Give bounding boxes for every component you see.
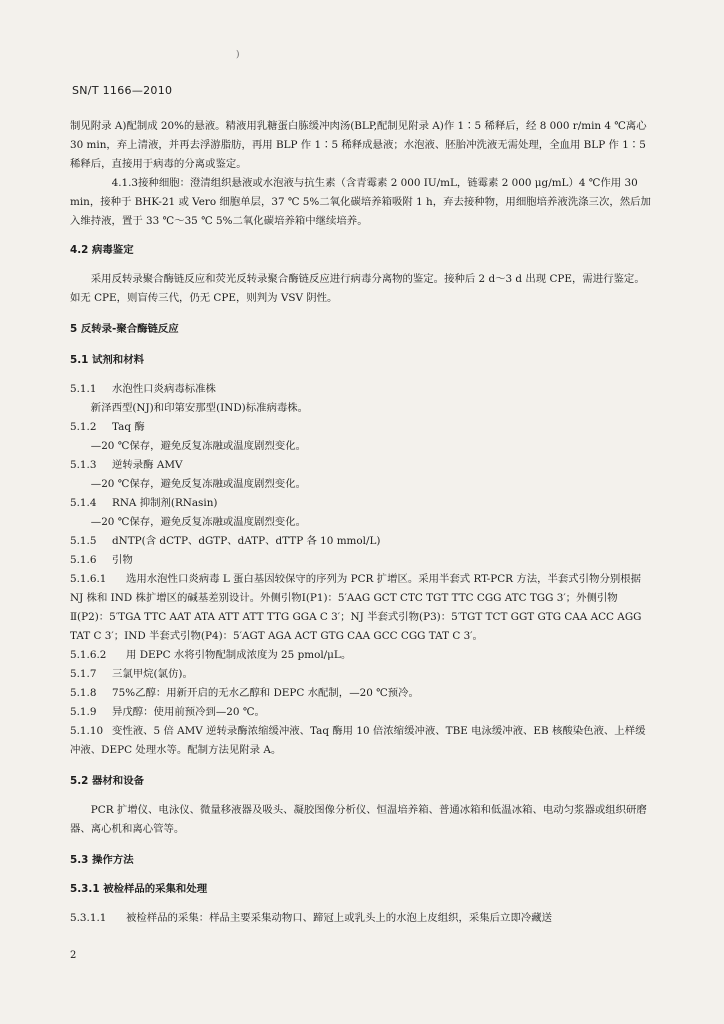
paragraph-virus-identification: 采用反转录聚合酶链反应和荧光反转录聚合酶链反应进行病毒分离物的鉴定。接种后 2 d～3 d 出现 CPE，需进行鉴定。如无 CPE，则盲传三代，仍无 CPE，则判为 VSV 阴性。 <box>70 273 645 304</box>
section-number: 5.1.3 <box>70 459 97 471</box>
item-text: 75%乙醇：用新开启的无水乙醇和 DEPC 水配制，—20 ℃预冷。 <box>112 687 419 699</box>
item-title: 水泡性口炎病毒标准株 <box>112 383 216 395</box>
item-5-1-7 <box>70 665 652 684</box>
heading-5-2: 5.2 器材和设备 <box>70 775 144 787</box>
item-title: Taq 酶 <box>112 421 145 433</box>
item-5-3-1-1 <box>70 909 652 928</box>
section-number: 5.1.6 <box>70 554 97 566</box>
section-text: 接种细胞：澄清组织悬液或水泡液与抗生素（含青霉素 2 000 IU/mL，链霉素 2 000 μg/mL）4 ℃作用 30 min，接种于 BHK-21 或 Vero 细胞单层，37 ℃ 5%二氧化碳培养箱吸附 1 h，弃去接种物，用细胞培养液洗涤三次，然后加入维持液，置于 33 ℃～35 ℃ 5%二氧化碳培养箱中继续培养。 <box>70 177 651 227</box>
section-number: 5.1.2 <box>70 421 97 433</box>
paragraph-sample-prep: 制见附录 A)配制成 20%的悬液。精液用乳糖蛋白胨缓冲肉汤(BLP,配制见附录 A)作 1∶5 稀释后，经 8 000 r/min 4 ℃离心 30 min，弃上清液，并再去浮游脂肪，再用 BLP 作 1∶5 稀释成悬液；水泡液、胚胎冲洗液无需处理，全血用 BLP 作 1∶5 稀释后，直接用于病毒的分离或鉴定。 <box>70 120 647 170</box>
item-5-1-5 <box>70 532 652 551</box>
section-number: 5.1.10 <box>70 725 104 737</box>
item-5-1-3-body: —20 ℃保存，避免反复冻融或温度剧烈变化。 <box>90 478 306 490</box>
heading-5-3-1: 5.3.1 被检样品的采集和处理 <box>70 883 208 895</box>
item-title: dNTP(含 dCTP、dGTP、dATP、dTTP 各 10 mmol/L) <box>112 535 381 547</box>
item-text: 变性液、5 倍 AMV 逆转录酶浓缩缓冲液、Taq 酶用 10 倍浓缩缓冲液、TBE 电泳缓冲液、EB 核酸染色液、上样缓冲液、DEPC 处理水等。配制方法见附录 A。 <box>70 725 646 756</box>
section-number: 5.1.8 <box>70 687 97 699</box>
item-5-1-2 <box>70 418 652 437</box>
heading-4-2: 4.2 病毒鉴定 <box>70 244 134 256</box>
scan-mark: ) <box>236 50 240 60</box>
section-number: 5.1.7 <box>70 668 97 680</box>
item-title: 逆转录酶 AMV <box>112 459 183 471</box>
section-number: 4.1.3 <box>111 177 139 189</box>
item-text: 三氯甲烷(氯仿)。 <box>112 668 193 680</box>
section-number: 5.3.1.1 <box>70 912 107 924</box>
item-5-1-1-body: 新泽西型(NJ)和印第安那型(IND)标准病毒株。 <box>90 402 309 414</box>
item-5-1-9 <box>70 703 652 722</box>
item-5-1-4 <box>70 494 652 513</box>
section-number: 5.1.1 <box>70 383 97 395</box>
item-5-1-3 <box>70 456 652 475</box>
item-5-1-8 <box>70 684 652 703</box>
paragraph-equipment: PCR 扩增仪、电泳仪、微量移液器及吸头、凝胶图像分析仪、恒温培养箱、普通冰箱和低温冰箱、电动匀浆器或组织研磨器、离心机和离心管等。 <box>70 804 647 835</box>
item-5-1-6-2 <box>70 646 652 665</box>
item-title: 引物 <box>112 554 133 566</box>
section-4-1-3 <box>70 174 652 231</box>
item-text: 用 DEPC 水将引物配制成浓度为 25 pmol/μL。 <box>126 649 352 661</box>
item-text: 选用水泡性口炎病毒 L 蛋白基因较保守的序列为 PCR 扩增区。采用半套式 RT-PCR 方法，半套式引物分别根据 NJ 株和 IND 株扩增区的碱基差别设计。外侧引物Ⅰ(P1)：5′AAG GCT CTC TGT TTC CGG ATC TGG 3′；外侧引物Ⅱ(P2)：5′TGA TTC AAT ATA ATT ATT TTG GGA C 3′；NJ 半套式引物(P3)：5′TGT TCT GGT GTG CAA ACC AGG TAT C 3′；IND 半套式引物(P4)：5′AGT AGA ACT GTG CAA GCC CGG TAT C 3′。 <box>70 573 642 642</box>
item-5-1-6 <box>70 551 652 570</box>
item-5-1-2-body: —20 ℃保存，避免反复冻融或温度剧烈变化。 <box>90 440 306 452</box>
item-5-1-4-body: —20 ℃保存，避免反复冻融或温度剧烈变化。 <box>90 516 306 528</box>
standard-code-header: SN/T 1166—2010 <box>72 84 173 97</box>
section-number: 5.1.5 <box>70 535 97 547</box>
section-number: 5.1.9 <box>70 706 97 718</box>
item-text: 被检样品的采集：样品主要采集动物口、蹄冠上或乳头上的水泡上皮组织，采集后立即冷藏送 <box>126 912 553 924</box>
section-number: 5.1.6.2 <box>70 649 107 661</box>
item-title: RNA 抑制剂(RNasin) <box>112 497 218 509</box>
page-body <box>70 117 652 928</box>
item-text: 异戊醇：使用前预冷到—20 ℃。 <box>112 706 265 718</box>
item-5-1-6-1 <box>70 570 652 646</box>
section-number: 5.1.4 <box>70 497 97 509</box>
heading-5-3: 5.3 操作方法 <box>70 854 134 866</box>
item-5-1-1 <box>70 380 652 399</box>
section-number: 5.1.6.1 <box>70 573 107 585</box>
heading-5-1: 5.1 试剂和材料 <box>70 354 144 366</box>
heading-5: 5 反转录-聚合酶链反应 <box>70 323 179 335</box>
page-number: 2 <box>70 950 77 961</box>
item-5-1-10 <box>70 722 652 760</box>
